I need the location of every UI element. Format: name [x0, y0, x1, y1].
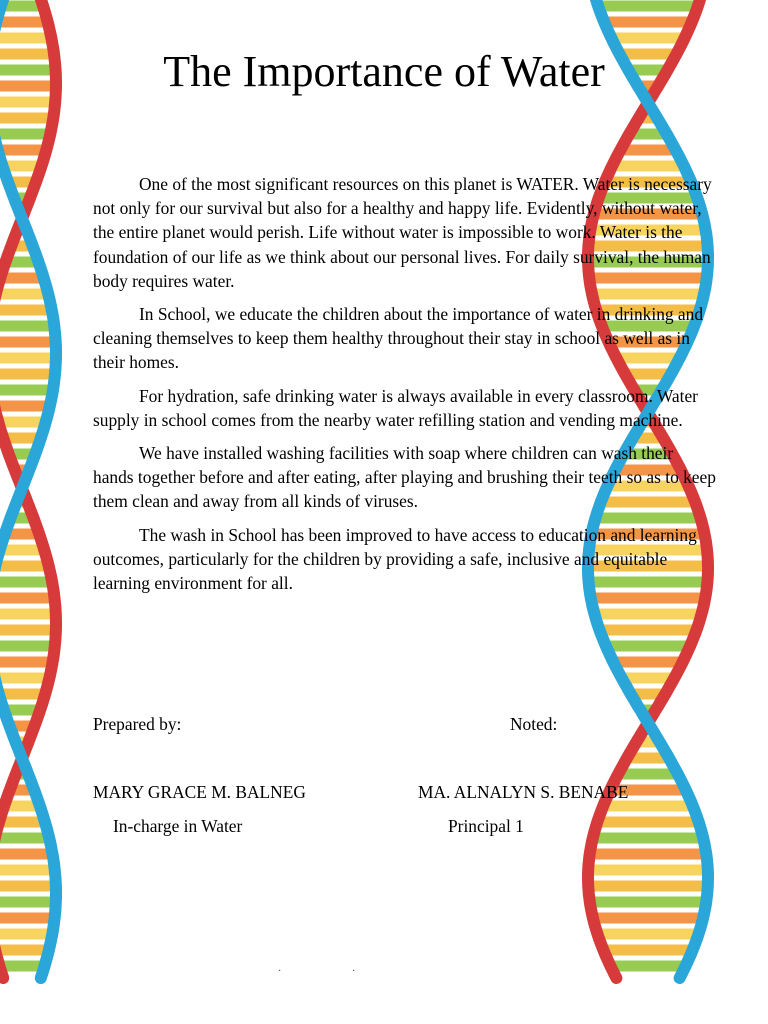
- preparer-name: MARY GRACE M. BALNEG: [93, 782, 306, 802]
- noted-label: Noted:: [510, 714, 558, 734]
- document-title: The Importance of Water: [163, 47, 605, 96]
- paragraph-2: In School, we educate the children about the importance of water in drinking and cleaning themselves to keep them healthy throughout their stay in school as well as in their homes.: [93, 304, 704, 373]
- page-mark: ·: [352, 966, 356, 977]
- paragraph-3: For hydration, safe drinking water is always available in every classroom. Water supply in school comes from the nearby water refilling station and vending machine.: [93, 385, 698, 430]
- page-mark: ·: [278, 966, 282, 977]
- paragraph-1: One of the most significant resources on this planet is WATER. Water is necessary not only for our survival but also for a healthy and happy life. Evidently, without water, the entire planet would perish. Life without water is impossible to work. Water is the foundation of our life as we think about our personal lives. For daily survival, the human body requires water.: [93, 174, 712, 291]
- document-body: [93, 172, 718, 604]
- preparer-title: In-charge in Water: [113, 816, 243, 836]
- left-helix: [0, 0, 56, 978]
- noter-title: Principal 1: [448, 816, 524, 836]
- paragraph-5: The wash in School has been improved to have access to education and learning outcomes, particularly for the children by providing a safe, inclusive and equitable learning environment for all.: [93, 524, 697, 594]
- prepared-by-label: Prepared by:: [93, 714, 182, 734]
- paragraph-4: We have installed washing facilities with soap where children can wash their hands together before and after eating, after playing and brushing their teeth so as to keep them clean and away from all kinds of viruses.: [93, 443, 716, 512]
- noter-name: MA. ALNALYN S. BENABE: [418, 782, 629, 802]
